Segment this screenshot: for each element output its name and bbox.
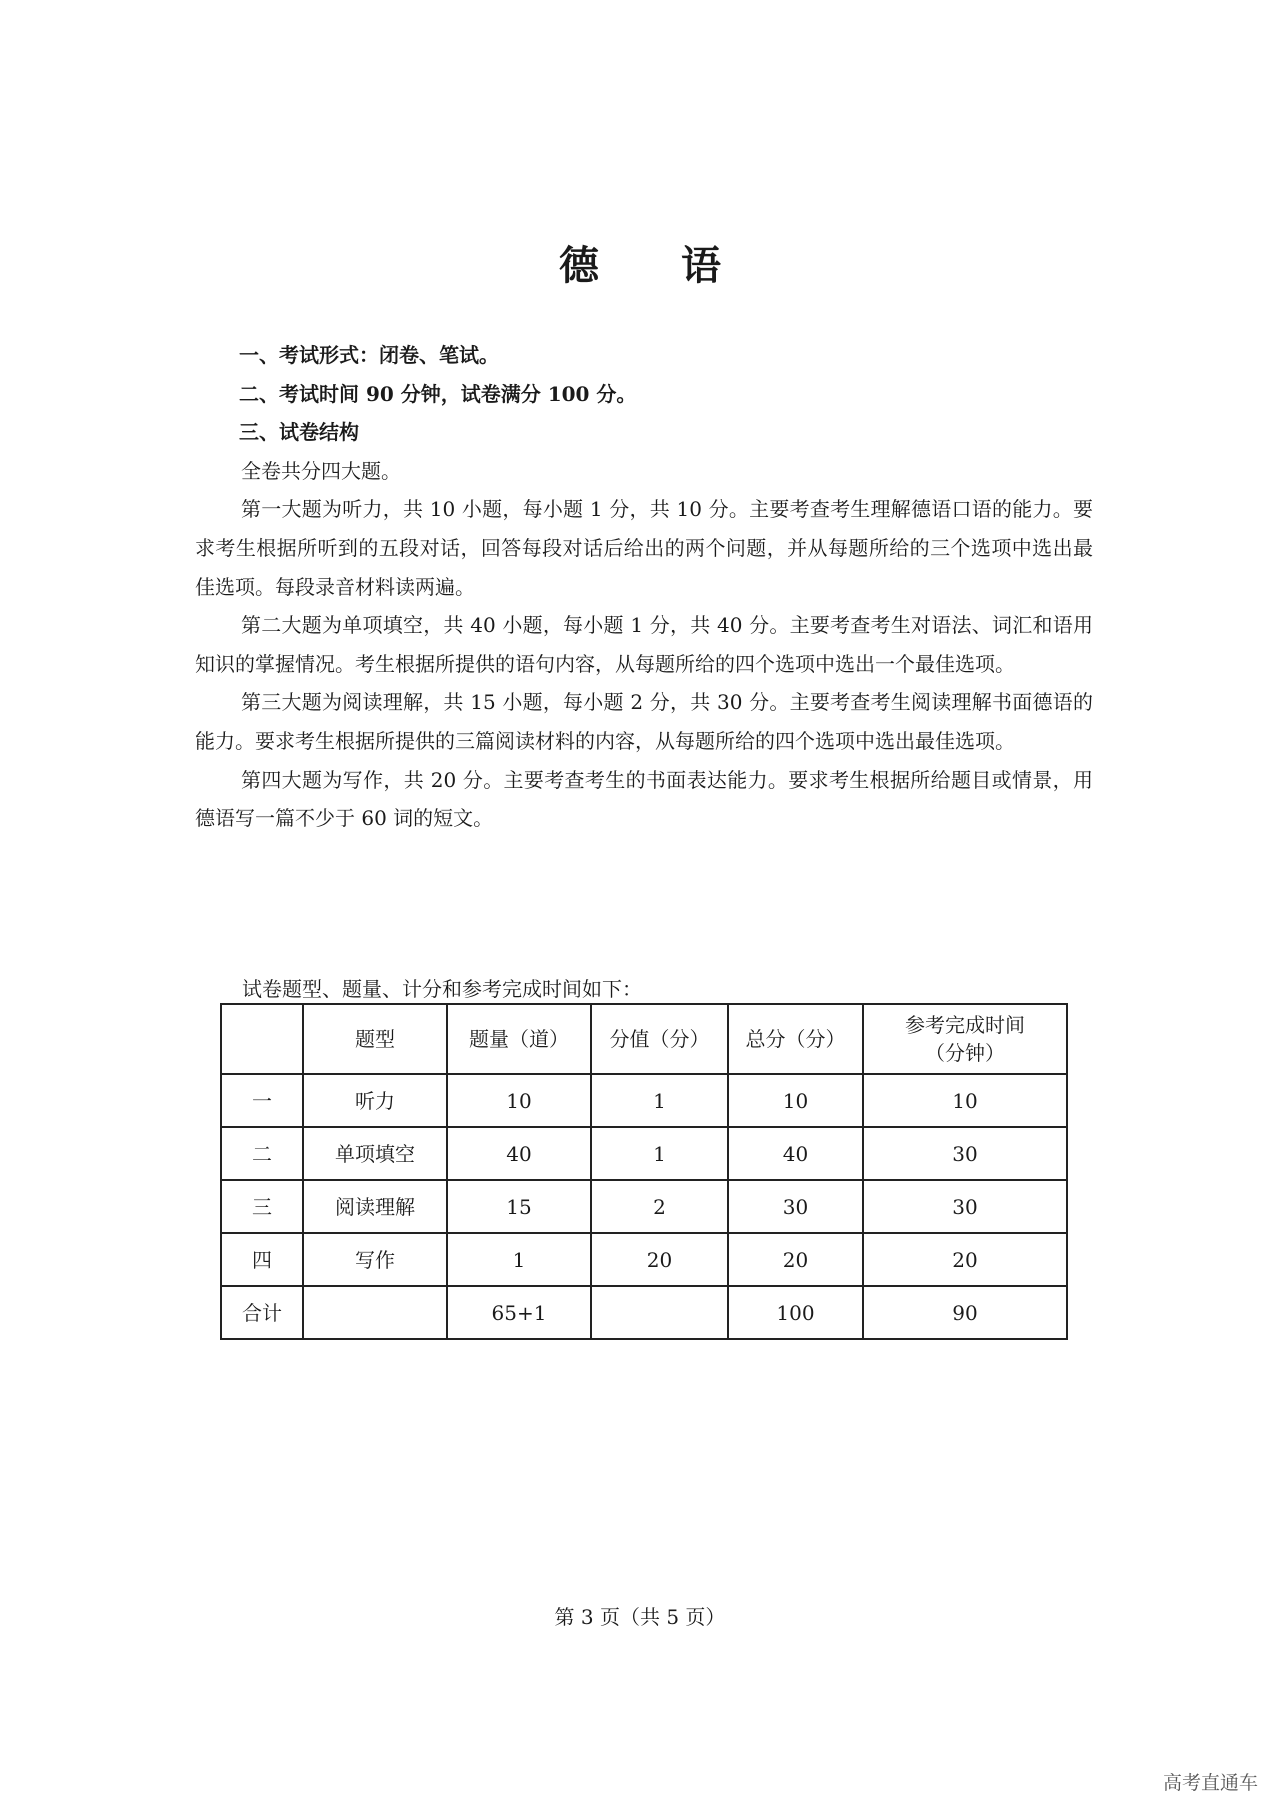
page-title: 德 语 [559, 242, 755, 289]
table-caption: 试卷题型、题量、计分和参考完成时间如下： [242, 977, 642, 1001]
cell-number: 合计 [221, 1286, 303, 1339]
cell-type: 阅读理解 [303, 1180, 447, 1233]
cell-time: 30 [863, 1180, 1067, 1233]
header-cell-time [863, 1004, 1067, 1074]
paragraph-part-3-reading: 第三大题为阅读理解，共 15 小题，每小题 2 分，共 30 分。主要考查考生阅读理解书面德语的能力。要求考生根据所提供的三篇阅读材料的内容，从每题所给的四个选项中选出最佳选项。 [195, 690, 1093, 753]
watermark-text: 高考直通车 [1162, 1772, 1258, 1794]
cell-total: 100 [728, 1286, 863, 1339]
page-number-footer: 第 3 页（共 5 页） [554, 1605, 726, 1629]
cell-score-each: 1 [591, 1074, 728, 1127]
header-cell-total: 总分（分） [728, 1004, 863, 1074]
cell-type [303, 1286, 447, 1339]
cell-number: 四 [221, 1233, 303, 1286]
exam-structure-table [220, 1003, 1068, 1340]
cell-count: 40 [447, 1127, 591, 1180]
header-time-line1: 参考完成时间 [905, 1013, 1025, 1037]
cell-total: 20 [728, 1233, 863, 1286]
section-heading-exam-format: 一、考试形式：闭卷、笔试。 [239, 343, 499, 367]
table-row [221, 1180, 1067, 1233]
cell-total: 30 [728, 1180, 863, 1233]
paragraph-part-4-writing: 第四大题为写作，共 20 分。主要考查考生的书面表达能力。要求考生根据所给题目或情景，用德语写一篇不少于 60 词的短文。 [195, 767, 1093, 831]
cell-type: 写作 [303, 1233, 447, 1286]
header-cell-count: 题量（道） [447, 1004, 591, 1074]
paragraph-overview: 全卷共分四大题。 [241, 458, 401, 483]
cell-number: 三 [221, 1180, 303, 1233]
exam-description [195, 336, 1093, 838]
cell-count: 1 [447, 1233, 591, 1286]
cell-total: 10 [728, 1074, 863, 1127]
cell-count: 15 [447, 1180, 591, 1233]
table-row [221, 1233, 1067, 1286]
header-cell-score-each: 分值（分） [591, 1004, 728, 1074]
paragraph-part-2-fill-in: 第二大题为单项填空，共 40 小题，每小题 1 分，共 40 分。主要考查考生对语法、词汇和语用知识的掌握情况。考生根据所提供的语句内容，从每题所给的四个选项中选出一个最佳选项。 [195, 613, 1093, 676]
header-time-line2: （分钟） [925, 1041, 1005, 1065]
cell-time: 90 [863, 1286, 1067, 1339]
paragraph-part-1-listening: 第一大题为听力，共 10 小题，每小题 1 分，共 10 分。主要考查考生理解德语口语的能力。要求考生根据所听到的五段对话，回答每段对话后给出的两个问题，并从每题所给的三个选项中选出最佳选项。每段录音材料读两遍。 [195, 497, 1093, 599]
header-cell-number [221, 1004, 303, 1074]
table-row [221, 1127, 1067, 1180]
section-heading-exam-time: 二、考试时间 90 分钟，试卷满分 100 分。 [239, 381, 637, 406]
cell-time: 30 [863, 1127, 1067, 1180]
table-header-row [221, 1004, 1067, 1074]
cell-score-each: 1 [591, 1127, 728, 1180]
cell-score-each: 20 [591, 1233, 728, 1286]
cell-score-each [591, 1286, 728, 1339]
section-heading-exam-structure: 三、试卷结构 [239, 420, 359, 445]
cell-time: 20 [863, 1233, 1067, 1286]
cell-number: 二 [221, 1127, 303, 1180]
cell-count: 65+1 [447, 1286, 591, 1339]
table-row-total [221, 1286, 1067, 1339]
cell-type: 听力 [303, 1074, 447, 1127]
cell-count: 10 [447, 1074, 591, 1127]
cell-total: 40 [728, 1127, 863, 1180]
header-cell-type: 题型 [303, 1004, 447, 1074]
cell-time: 10 [863, 1074, 1067, 1127]
cell-score-each: 2 [591, 1180, 728, 1233]
cell-number: 一 [221, 1074, 303, 1127]
cell-type: 单项填空 [303, 1127, 447, 1180]
table-row [221, 1074, 1067, 1127]
